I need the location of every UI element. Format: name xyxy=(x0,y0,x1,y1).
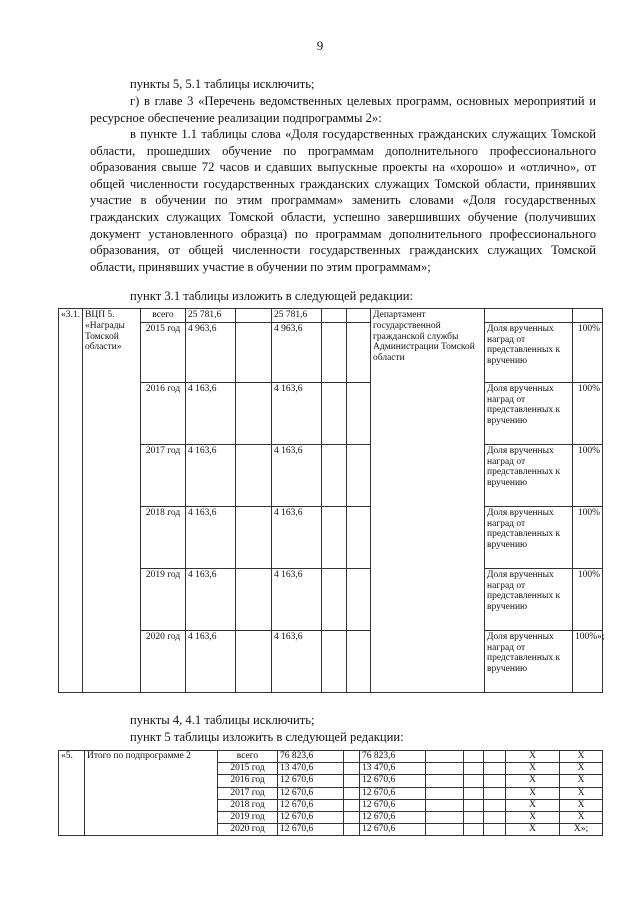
amount-cell: 25 781,6 xyxy=(186,309,236,323)
subprogram-name: Итого по подпрограмме 2 xyxy=(85,751,218,836)
table-row: «5. Итого по подпрограмме 2 всего 76 823,6 76 823,6 X X xyxy=(59,751,603,763)
table-row: 2016 год 4 163,6 4 163,6 Доля врученных наград от представленных к вручению 100% xyxy=(59,382,603,444)
paragraph-1: пункты 5, 5.1 таблицы исключить; xyxy=(130,77,315,91)
paragraph-4: пункт 3.1 таблицы изложить в следующей редакции: xyxy=(130,289,414,303)
row-number: «3.1. xyxy=(59,309,83,693)
year-cell: всего xyxy=(141,309,186,323)
row-number: «5. xyxy=(59,751,85,836)
table-row: 2015 год 4 963,6 4 963,6 Доля врученных наград от представленных к вручению 100% xyxy=(59,322,603,382)
paragraph-2: г) в главе 3 «Перечень ведомственных целевых программ, основных мероприятий и ресурсное обеспечение реализации подпрограммы 2»: xyxy=(90,94,596,125)
table-row: 2020 год 12 670,6 12 670,6 X X»; xyxy=(59,824,603,836)
paragraph-3: в пункте 1.1 таблицы слова «Доля государственных гражданских служащих Томской области, прошедших обучение по программам дополнительного профессионального образования свыше 72 часов и сдавших выпускные проекты на «хорошо» и «отлично», от общей численности государственных гражданских служащих Томской области, принявших участие в обучении по этим программам» заменить словами «Доля государственных гражданских служащих Томской области, успешно завершивших обучение (получивших документ установленного образца) по программам дополнительного профессионального образования, от общей численности государственных гражданских служащих Томской области, принявших участие в обучении по этим программам»; xyxy=(90,127,596,274)
table-row: 2019 год 12 670,6 12 670,6 X X xyxy=(59,812,603,824)
table-row: 2015 год 13 470,6 13 470,6 X X xyxy=(59,763,603,775)
table-row: 2018 год 12 670,6 12 670,6 X X xyxy=(59,799,603,811)
table-row: 2019 год 4 163,6 4 163,6 Доля врученных наград от представленных к вручению 100% xyxy=(59,568,603,630)
subprogram-total-table xyxy=(58,750,603,836)
page-number: 9 xyxy=(316,38,324,53)
table-row: 2016 год 12 670,6 12 670,6 X X xyxy=(59,775,603,787)
table-row: 2020 год 4 163,6 4 163,6 Доля врученных наград от представленных к вручению 100%»; xyxy=(59,630,603,692)
amount-cell: 25 781,6 xyxy=(272,309,322,323)
program-name: ВЦП 5. «Награды Томской области» xyxy=(83,309,141,693)
paragraph-5: пункты 4, 4.1 таблицы исключить; xyxy=(130,713,315,727)
program-table xyxy=(58,308,603,693)
table-row: 2018 год 4 163,6 4 163,6 Доля врученных наград от представленных к вручению 100% xyxy=(59,506,603,568)
table-row-total xyxy=(59,309,603,323)
table-row: 2017 год 4 163,6 4 163,6 Доля врученных наград от представленных к вручению 100% xyxy=(59,444,603,506)
department-cell: Департамент государственной гражданской службы Администрации Томской области xyxy=(371,309,485,693)
paragraph-6: пункт 5 таблицы изложить в следующей редакции: xyxy=(130,730,404,744)
table-row: 2017 год 12 670,6 12 670,6 X X xyxy=(59,787,603,799)
